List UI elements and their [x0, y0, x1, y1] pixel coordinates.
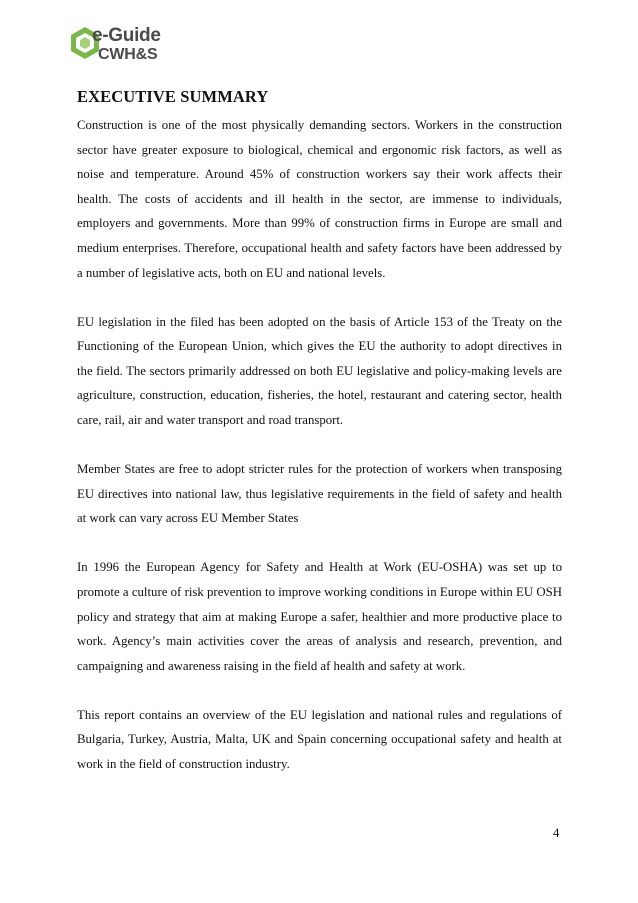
document-body: [77, 86, 562, 801]
logo-text-cwhs: CWH&S: [98, 46, 158, 63]
logo-text-e-guide: e-Guide: [92, 25, 161, 46]
paragraph-member-states: Member States are free to adopt stricter rules for the protection of workers when transposing EU directives into national law, thus legislative requirements in the field of safety and health at work can vary across EU Member States: [77, 462, 562, 526]
logo: [68, 22, 178, 68]
paragraph-eu-osha: In 1996 the European Agency for Safety and Health at Work (EU-OSHA) was set up to promote a culture of risk prevention to improve working conditions in Europe within EU OSH policy and strategy that aim at making Europe a safer, healthier and more productive place to work. Agency’s main activities cover the areas of analysis and research, prevention, and campaigning and awareness raising in the field af health and safety at work.: [77, 560, 562, 673]
paragraph-eu-legislation: EU legislation in the filed has been adopted on the basis of Article 153 of the Treaty on the Functioning of the European Union, which gives the EU the authority to adopt directives in the field. The sectors primarily addressed on both EU legislative and policy-making levels are agriculture, construction, education, fisheries, the hotel, restaurant and catering sector, health care, rail, air and water transport and road transport.: [77, 314, 562, 428]
paragraph-construction-risks: Construction is one of the most physically demanding sectors. Workers in the construction sector have greater exposure to biological, chemical and ergonomic risk factors, as well as noise and temperature. Around 45% of construction workers say their work affects their health. The costs of accidents and ill health in the sector, are immense to individuals, employers and governments. More than 99% of construction firms in Europe are small and medium enterprises. Therefore, occupational health and safety factors have been addressed by a number of legislative acts, both on EU and national levels.: [77, 118, 562, 280]
paragraph-report-overview: This report contains an overview of the EU legislation and national rules and regulations of Bulgaria, Turkey, Austria, Malta, UK and Spain concerning occupational safety and health at work in the field of construction industry.: [77, 707, 562, 772]
section-heading: EXECUTIVE SUMMARY: [77, 87, 269, 106]
page-number: 4: [553, 826, 560, 840]
